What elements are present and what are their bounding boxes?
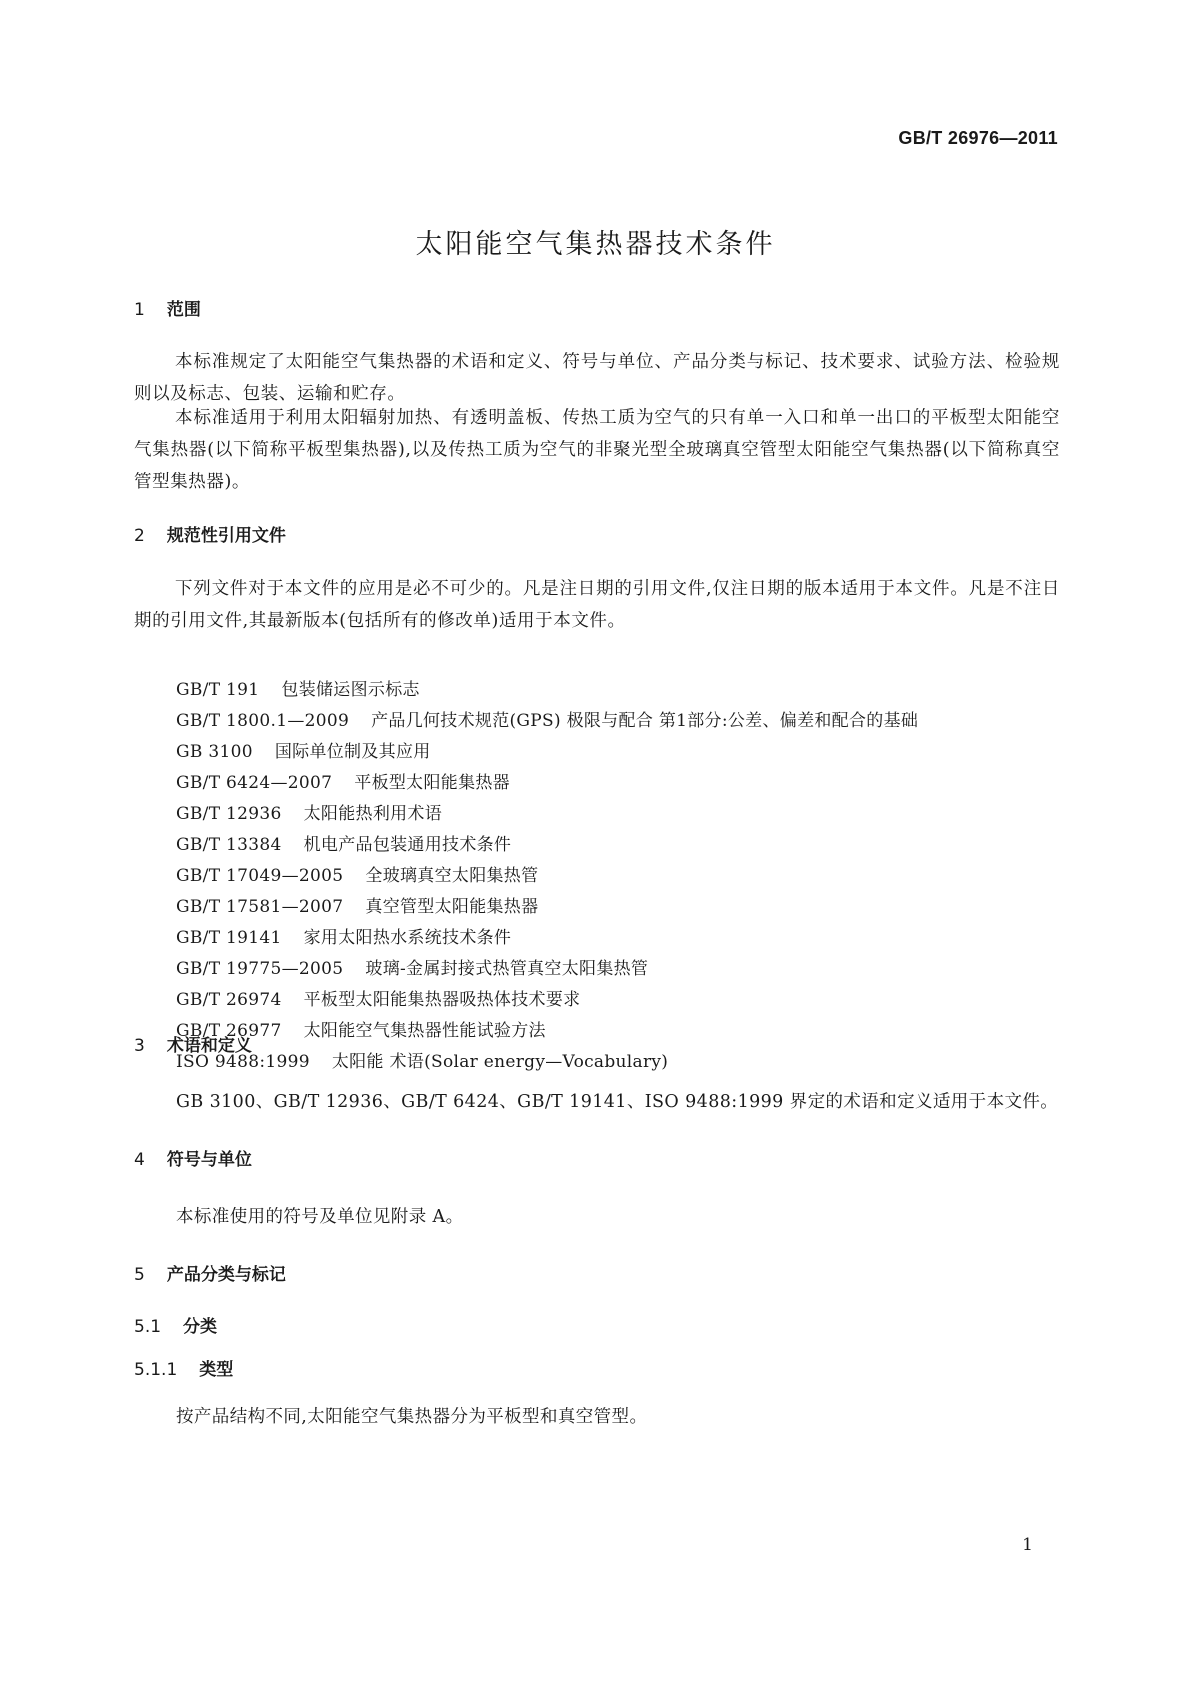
reference-item [176, 861, 918, 892]
reference-code: ISO 9488:1999 [176, 1052, 310, 1072]
reference-title: 真空管型太阳能集热器 [365, 897, 539, 917]
subsection-5-1-1-text: 按产品结构不同,太阳能空气集热器分为平板型和真空管型。 [176, 1407, 648, 1427]
reference-code: GB/T 19775—2005 [176, 959, 344, 979]
reference-title: 产品几何技术规范(GPS) 极限与配合 第1部分:公差、偏差和配合的基础 [371, 711, 919, 731]
section-number: 2 [134, 526, 145, 546]
section-5-heading [134, 1260, 286, 1285]
reference-title: 平板型太阳能集热器吸热体技术要求 [303, 990, 581, 1010]
reference-item [176, 892, 918, 923]
reference-code: GB/T 26977 [176, 1021, 282, 1041]
section-number: 5.1.1 [134, 1360, 178, 1380]
reference-code: GB/T 26974 [176, 990, 282, 1010]
reference-code: GB/T 19141 [176, 928, 282, 948]
reference-code: GB/T 12936 [176, 804, 282, 824]
document-title: 太阳能空气集热器技术条件 [415, 229, 776, 260]
section-4-heading [134, 1145, 252, 1170]
section-2-heading [134, 521, 286, 546]
reference-item [176, 1047, 918, 1078]
section-title: 术语和定义 [166, 1036, 252, 1056]
reference-title: 太阳能热利用术语 [303, 804, 443, 824]
section-number: 5.1 [134, 1317, 162, 1337]
section-number: 5 [134, 1265, 145, 1285]
reference-title: 机电产品包装通用技术条件 [303, 835, 512, 855]
reference-code: GB 3100 [176, 742, 253, 762]
section-title: 产品分类与标记 [166, 1265, 286, 1285]
section-title: 分类 [183, 1317, 218, 1337]
subsection-5-1-1-heading [134, 1355, 233, 1380]
reference-item [176, 1016, 918, 1047]
section-1-paragraph-1: 本标准规定了太阳能空气集热器的术语和定义、符号与单位、产品分类与标记、技术要求、试验方法、检验规则以及标志、包装、运输和贮存。 [134, 352, 1060, 404]
reference-item [176, 675, 918, 706]
section-2-intro: 下列文件对于本文件的应用是必不可少的。凡是注日期的引用文件,仅注日期的版本适用于本文件。凡是不注日期的引用文件,其最新版本(包括所有的修改单)适用于本文件。 [134, 579, 1060, 631]
reference-title: 包装储运图示标志 [281, 680, 420, 700]
section-title: 范围 [166, 300, 201, 320]
section-1-paragraph-2: 本标准适用于利用太阳辐射加热、有透明盖板、传热工质为空气的只有单一入口和单一出口的平板型太阳能空气集热器(以下简称平板型集热器),以及传热工质为空气的非聚光型全玻璃真空管型太阳能空气集热器(以下简称真空管型集热器)。 [134, 408, 1060, 492]
page-number: 1 [1022, 1535, 1033, 1555]
reference-code: GB/T 1800.1—2009 [176, 711, 350, 731]
reference-title: 家用太阳热水系统技术条件 [303, 928, 512, 948]
reference-title: 太阳能 术语(Solar energy—Vocabulary) [331, 1052, 669, 1072]
reference-item [176, 737, 918, 768]
section-1-heading [134, 295, 201, 320]
section-number: 1 [134, 300, 145, 320]
reference-item [176, 923, 918, 954]
section-title: 类型 [199, 1360, 234, 1380]
reference-title: 平板型太阳能集热器 [354, 773, 510, 793]
reference-item [176, 830, 918, 861]
section-title: 规范性引用文件 [166, 526, 286, 546]
section-4-text: 本标准使用的符号及单位见附录 A。 [176, 1207, 464, 1227]
reference-item [176, 799, 918, 830]
reference-title: 太阳能空气集热器性能试验方法 [303, 1021, 546, 1041]
reference-list [176, 675, 918, 1078]
reference-item [176, 768, 918, 799]
reference-code: GB/T 191 [176, 680, 260, 700]
reference-item [176, 706, 918, 737]
section-3-text: GB 3100、GB/T 12936、GB/T 6424、GB/T 19141、ISO 9488:1999 界定的术语和定义适用于本文件。 [176, 1092, 1059, 1112]
reference-code: GB/T 6424—2007 [176, 773, 333, 793]
reference-code: GB/T 17049—2005 [176, 866, 344, 886]
reference-title: 国际单位制及其应用 [274, 742, 431, 762]
section-number: 3 [134, 1036, 145, 1056]
reference-item [176, 954, 918, 985]
section-3-heading [134, 1031, 252, 1056]
subsection-5-1-heading [134, 1312, 217, 1337]
reference-title: 全玻璃真空太阳集热管 [365, 866, 539, 886]
section-title: 符号与单位 [166, 1150, 252, 1170]
reference-code: GB/T 17581—2007 [176, 897, 344, 917]
standard-code: GB/T 26976—2011 [898, 128, 1058, 148]
reference-code: GB/T 13384 [176, 835, 282, 855]
section-number: 4 [134, 1150, 145, 1170]
reference-title: 玻璃-金属封接式热管真空太阳集热管 [365, 959, 649, 979]
reference-item [176, 985, 918, 1016]
